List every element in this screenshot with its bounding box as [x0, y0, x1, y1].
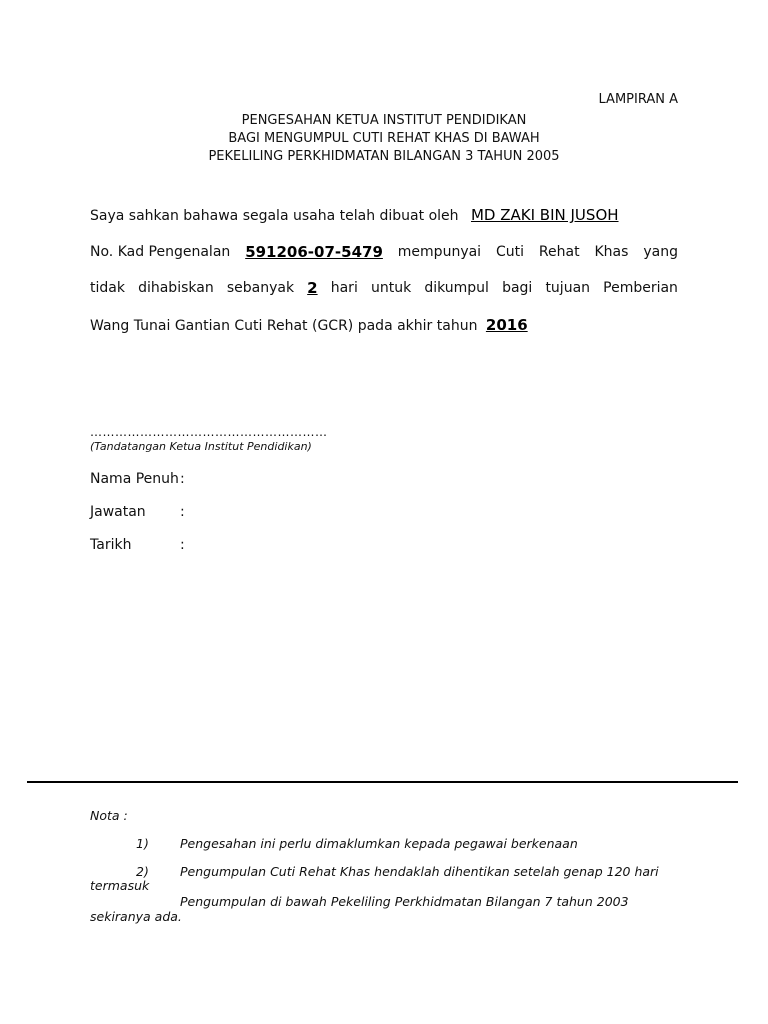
note-1-number: 1) [136, 836, 149, 851]
field-colon: : [180, 537, 185, 553]
note-3-wrap: sekiranya ada. [90, 909, 182, 924]
body-line-1 [90, 205, 678, 225]
title-line-3: PEKELILING PERKHIDMATAN BILANGAN 3 TAHUN 2005 [208, 149, 560, 164]
body-word: yang [643, 244, 678, 260]
body-word: bagi [502, 280, 533, 296]
body-line-1-text: Saya sahkan bahawa segala usaha telah dibuat oleh [90, 208, 459, 224]
note-2-text: Pengumpulan Cuti Rehat Khas hendaklah dihentikan setelah genap 120 hari [180, 864, 659, 879]
note-3-text: Pengumpulan di bawah Pekeliling Perkhidmatan Bilangan 7 tahun 2003 [180, 894, 629, 909]
officer-name-value: MD ZAKI BIN JUSOH [470, 206, 619, 224]
body-word: Cuti [495, 244, 525, 260]
body-line-4 [90, 315, 678, 335]
note-2-number: 2) [136, 864, 149, 879]
body-word: Rehat [538, 244, 580, 260]
body-word: hari [330, 280, 358, 296]
body-word: dikumpul [424, 280, 489, 296]
notes-heading: Nota : [90, 808, 128, 823]
appendix-label: LAMPIRAN A [598, 92, 678, 107]
body-word: tujuan [545, 280, 591, 296]
body-line-2 [90, 242, 678, 262]
separator-line [27, 781, 738, 783]
body-line-3 [90, 278, 678, 298]
leave-days-value: 2 [307, 279, 318, 297]
note-2-wrap: termasuk [90, 878, 150, 893]
field-label-jawatan: Jawatan [90, 504, 146, 520]
note-1-text: Pengesahan ini perlu dimaklumkan kepada pegawai berkenaan [180, 836, 578, 851]
signature-line: ………………………………………………… [90, 425, 328, 439]
field-colon: : [180, 504, 185, 520]
ic-label: No. Kad Pengenalan [90, 244, 231, 260]
body-word: untuk [370, 280, 412, 296]
ic-number-value: 591206-07-5479 [245, 243, 383, 261]
field-colon: : [180, 471, 185, 487]
body-word: dihabiskan [138, 280, 214, 296]
signature-caption: (Tandatangan Ketua Institut Pendidikan) [90, 440, 312, 453]
body-line-4-text: Wang Tunai Gantian Cuti Rehat (GCR) pada akhir tahun [90, 318, 478, 334]
body-word: mempunyai [397, 244, 482, 260]
year-value: 2016 [485, 316, 528, 334]
body-word: sebanyak [226, 280, 295, 296]
body-word: Khas [594, 244, 629, 260]
field-label-tarikh: Tarikh [90, 537, 132, 553]
body-word: tidak [90, 280, 125, 296]
title-line-1: PENGESAHAN KETUA INSTITUT PENDIDIKAN [241, 113, 527, 128]
body-word: Pemberian [603, 280, 678, 296]
field-label-nama-penuh: Nama Penuh [90, 471, 179, 487]
title-line-2: BAGI MENGUMPUL CUTI REHAT KHAS DI BAWAH [228, 131, 540, 146]
